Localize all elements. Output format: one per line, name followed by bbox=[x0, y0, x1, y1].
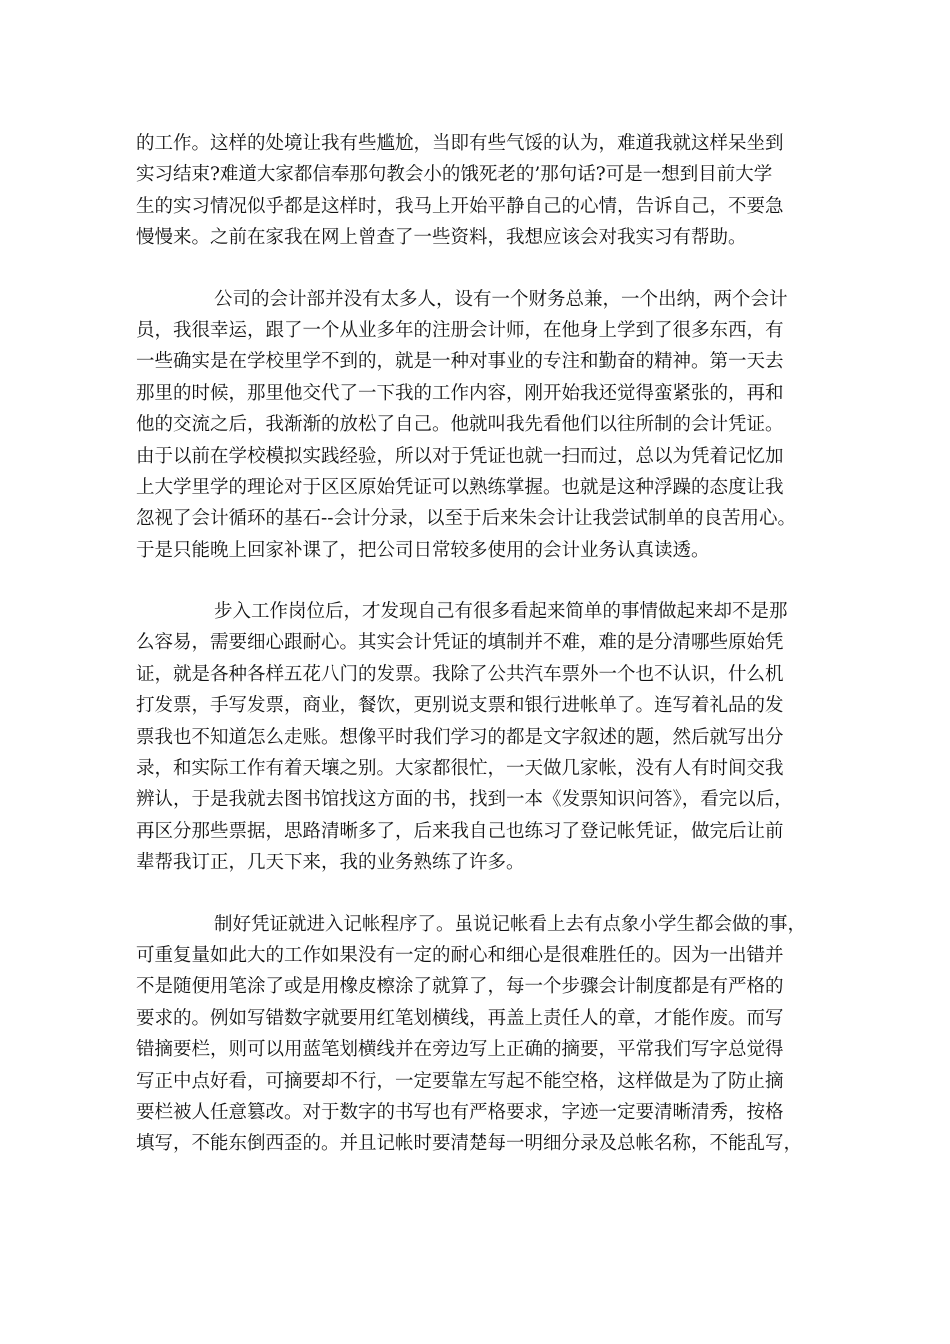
text-line: 忽视了会计循环的基石--会计分录，以至于后来朱会计让我尝试制单的良苦用心。 bbox=[136, 508, 797, 530]
text-line: 的工作。这样的处境让我有些尴尬，当即有些气馁的认为，难道我就这样呆坐到 bbox=[136, 133, 784, 154]
text-line: 票我也不知道怎么走账。想像平时我们学习的都是文字叙述的题，然后就写出分 bbox=[136, 726, 784, 748]
text-line: 再区分那些票据，思路清晰多了，后来我自己也练习了登记帐凭证，做完后让前 bbox=[136, 820, 784, 842]
paragraph-4 bbox=[136, 909, 822, 1160]
text-line: 可重复量如此大的工作如果没有一定的耐心和细心是很难胜任的。因为一出错并 bbox=[136, 944, 784, 966]
text-line: 证，就是各种各样五花八门的发票。我除了公共汽车票外一个也不认识，什么机 bbox=[136, 663, 784, 685]
text-line: 实习结束?难道大家都信奉那句教会小的饿死老的’那句话?可是一想到目前大学 bbox=[136, 164, 773, 186]
text-line: 那里的时候，那里他交代了一下我的工作内容，刚开始我还觉得蛮紧张的，再和 bbox=[136, 382, 784, 404]
paragraph-3 bbox=[136, 596, 822, 879]
text-line: 要求的。例如写错数字就要用红笔划横线，再盖上责任人的章，才能作废。而写 bbox=[136, 1007, 784, 1029]
text-line: 慢慢来。之前在家我在网上曾查了一些资料，我想应该会对我实习有帮助。 bbox=[136, 227, 747, 249]
text-line: 错摘要栏，则可以用蓝笔划横线并在旁边写上正确的摘要，平常我们写字总觉得 bbox=[136, 1039, 784, 1061]
paragraph-1 bbox=[136, 128, 822, 254]
text-line: 打发票，手写发票，商业，餐饮，更别说支票和银行进帐单了。连写着礼品的发 bbox=[136, 695, 784, 717]
text-line: 一些确实是在学校里学不到的，就是一种对事业的专注和勤奋的精神。第一天去 bbox=[136, 351, 784, 373]
text-line: 录，和实际工作有着天壤之别。大家都很忙，一天做几家帐，没有人有时间交我 bbox=[136, 758, 784, 780]
text-line: 生的实习情况似乎都是这样时，我马上开始平静自己的心情，告诉自己，不要急 bbox=[136, 195, 784, 217]
text-line: 员，我很幸运，跟了一个从业多年的注册会计师，在他身上学到了很多东西，有 bbox=[136, 319, 784, 341]
text-line: 辈帮我订正，几天下来，我的业务熟练了许多。 bbox=[136, 852, 525, 874]
body-text bbox=[136, 128, 822, 1160]
text-line: 写正中点好看，可摘要却不行，一定要靠左写起不能空格，这样做是为了防止摘 bbox=[136, 1070, 784, 1092]
text-line: 由于以前在学校模拟实践经验，所以对于凭证也就一扫而过，总以为凭着记忆加 bbox=[136, 445, 784, 467]
text-line: 他的交流之后，我渐渐的放松了自己。他就叫我先看他们以往所制的会计凭证。 bbox=[136, 414, 784, 436]
text-line: 不是随便用笔涂了或是用橡皮檫涂了就算了，每一个步骤会计制度都是有严格的 bbox=[136, 976, 784, 998]
text-line: 填写，不能东倒西歪的。并且记帐时要清楚每一明细分录及总帐名称，不能乱写， bbox=[136, 1133, 803, 1155]
text-line: 制好凭证就进入记帐程序了。虽说记帐看上去有点象小学生都会做的事， bbox=[214, 913, 807, 935]
paragraph-2 bbox=[136, 284, 822, 567]
text-line: 上大学里学的理论对于区区原始凭证可以熟练掌握。也就是这种浮躁的态度让我 bbox=[136, 476, 784, 498]
text-line: 要栏被人任意篡改。对于数字的书写也有严格要求，字迹一定要清晰清秀，按格 bbox=[136, 1101, 784, 1123]
text-line: 么容易，需要细心跟耐心。其实会计凭证的填制并不难，难的是分清哪些原始凭 bbox=[136, 632, 784, 654]
text-line: 辨认，于是我就去图书馆找这方面的书，找到一本《发票知识问答》，看完以后， bbox=[136, 789, 793, 811]
text-line: 公司的会计部并没有太多人，设有一个财务总兼，一个出纳，两个会计 bbox=[214, 288, 788, 310]
text-line: 步入工作岗位后，才发现自己有很多看起来简单的事情做起来却不是那 bbox=[214, 601, 788, 623]
text-line: 于是只能晚上回家补课了，把公司日常较多使用的会计业务认真读透。 bbox=[136, 539, 710, 561]
